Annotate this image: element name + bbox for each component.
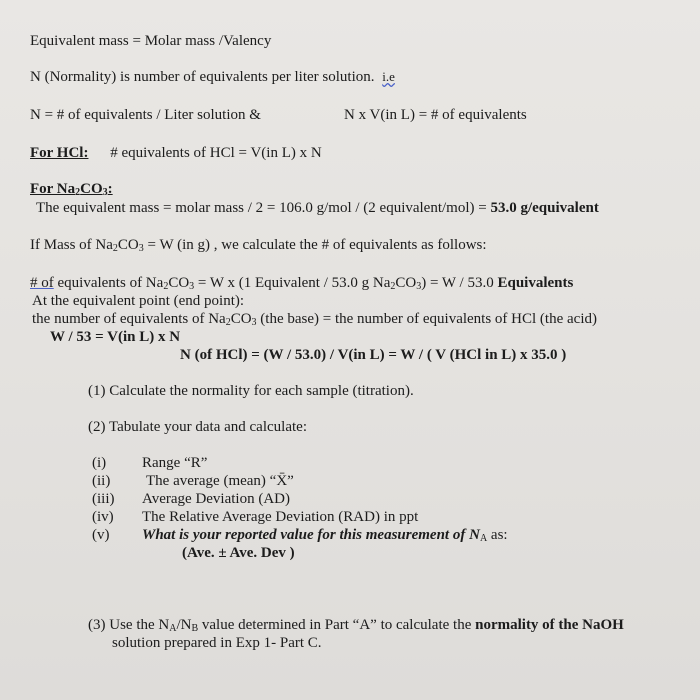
task-1: (1) Calculate the normality for each sample (titration). (88, 383, 414, 399)
hcl-formula: # equivalents of HCl = V(in L) x N (110, 145, 322, 161)
w53-equation: W / 53 = V(in L) x N (50, 329, 181, 345)
task-3: (3) Use the $N_A/N_B$ value determined in Part “A” to calculate the normality of the NaOH (88, 617, 624, 634)
na2co3-label: For $Na_2CO_3$: (30, 181, 113, 198)
task-2-item-i: (i) Range “R” (92, 455, 208, 471)
task-2: (2) Tabulate your data and calculate: (88, 419, 307, 435)
normality-text: N (Normality) is number of equivalents per liter solution. (30, 69, 375, 85)
reported-value-format: (Ave. ± Ave. Dev ) (182, 545, 295, 561)
hcl-label: For HCl: (30, 145, 89, 161)
normality-definition (30, 68, 395, 86)
task-3-line2: solution prepared in Exp 1- Part C. (112, 635, 322, 651)
endpoint-line: At the equivalent point (end point): (32, 293, 245, 309)
ie-abbrev: i.e (382, 69, 395, 84)
task-2-item-iii: (iii) Average Deviation (AD) (92, 491, 290, 507)
equivalent-mass-value: 53.0 g/equivalent (490, 200, 599, 216)
equivalent-mass-line: The equivalent mass = molar mass / 2 = 106.0 g/mol / (2 equivalent/mol) = 53.0 g/equivalent (36, 200, 599, 216)
equivalents-calculation: # of equivalents of $Na_2CO_3 = W$ x (1 Equivalent / 53.0 g $Na_2CO_3) = W / 53.0$ Equivalents (30, 275, 574, 292)
mass-line: If Mass of $Na_2CO_3 = W$ (in g) , we calculate the # of equivalents as follows: (30, 237, 487, 254)
task-2-item-iv: (iv) The Relative Average Deviation (RAD) in ppt (92, 509, 419, 525)
normality-hcl-formula: N (of HCl) = (W / 53.0) / V(in L) = W / ( V (HCl in L) x 35.0 ) (180, 347, 567, 363)
task-2-item-ii: (ii) The average (mean) “X̄” (92, 473, 294, 489)
hcl-line (30, 144, 322, 162)
equivalent-mass-definition: Equivalent mass = Molar mass /Valency (30, 33, 272, 49)
normality-formula-right: N x V(in L) = # of equivalents (344, 107, 527, 123)
equivalents-equality: the number of equivalents of $Na_2CO_3$ (the base) = the number of equivalents of HCl (the acid) (32, 311, 597, 328)
task-2-item-v: (v) What is your reported value for this measurement of $N_A$ as: (92, 527, 508, 544)
normality-formula-left: N = # of equivalents / Liter solution & (30, 107, 261, 123)
